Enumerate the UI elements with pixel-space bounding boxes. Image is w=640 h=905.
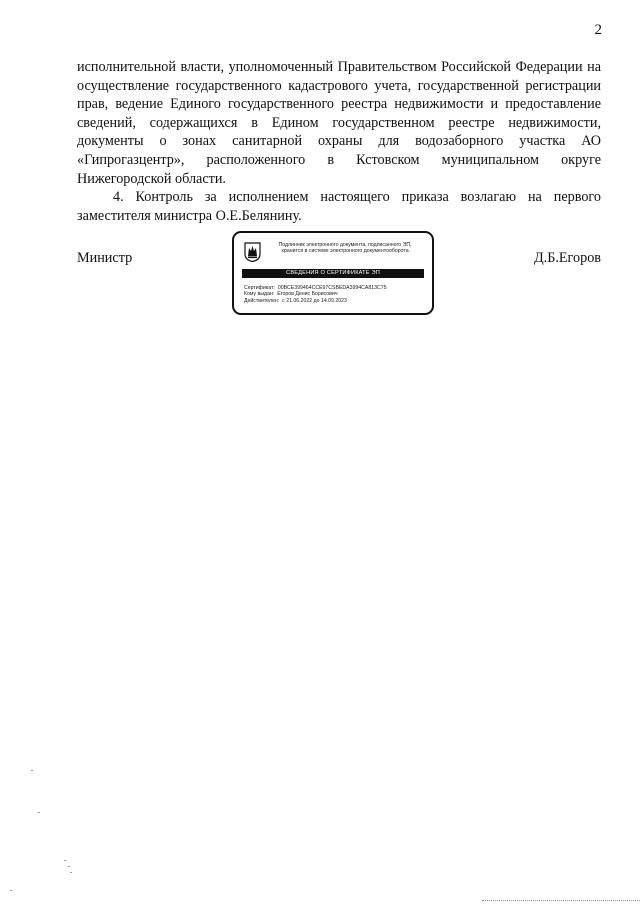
scan-speck [64,860,66,861]
electronic-signature-stamp [232,231,434,315]
paragraph-item-4 [77,188,601,225]
scan-speck [70,872,72,873]
text-line: государственном реестре недвижимости, документы о зонах санитарной охраны [77,114,602,150]
stamp-header-line: Подлинник электронного документа, подписанного ЭП, [278,242,412,248]
validity-label: Действителен: [244,297,280,304]
text-line: заместителя министра О.Е.Белянину. [77,207,302,224]
scan-speck [38,812,40,813]
certificate-label: Сертификат: [244,285,275,291]
text-line: недвижимости и предоставление сведений, содержащихся в Едином [77,96,602,131]
text-line: для водозаборного участка АО «Гипрогазцентр», расположенного в Кстовском [77,133,601,168]
scan-speck [68,866,70,867]
validity-value: с 21.06.2022 до 14.09.2023 [282,297,347,304]
certificate-value: 00BCE399464CCE97CSBEDA3994CA813C75 [277,285,387,291]
stamp-header [265,242,425,255]
stamp-header-line: хранится в системе электронного документооборота [281,248,409,255]
scan-speck [31,770,33,771]
owner-label: Кому выдан: [244,291,275,298]
text-line: исполнительной власти, уполномоченный Правительством Российской [77,59,512,75]
text-line: Федерации на осуществление государственного кадастрового учета, [77,59,601,94]
certificate-banner: СВЕДЕНИЯ О СЕРТИФИКАТЕ ЭП [242,269,424,278]
coat-of-arms-icon [244,242,261,262]
document-body [77,58,601,225]
validity-row [244,298,429,304]
paragraph-continuation [77,58,601,188]
owner-value: Егоров Денис Борисович [277,291,338,298]
signatory-name: Д.Б.Егоров [533,250,601,266]
certificate-details [244,285,429,304]
page-number: 2 [594,22,602,38]
text-line: государственной регистрации прав, ведение Единого государственного реестра [77,77,601,113]
scan-edge-line [482,900,640,901]
text-line: 4. Контроль за исполнением настоящего приказа возлагаю на первого [113,189,601,206]
scan-speck [10,890,12,891]
text-line: муниципальном округе Нижегородской области. [77,151,602,187]
signatory-position: Министр [77,250,133,266]
